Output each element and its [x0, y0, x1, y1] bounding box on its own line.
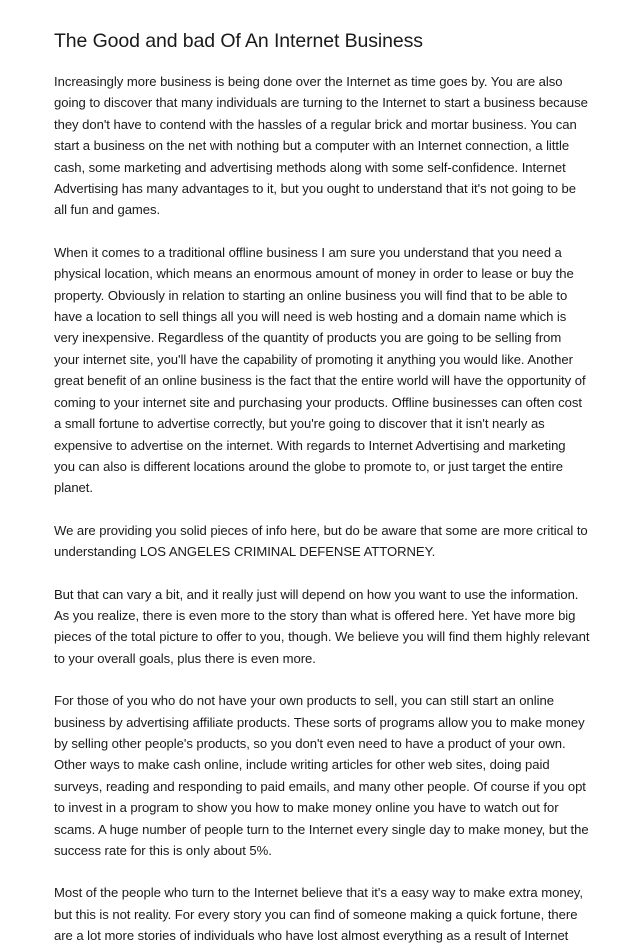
paragraph-vary: But that can vary a bit, and it really just will depend on how you want to use the information. As you realize, there is even more to the story than what is offered here. Yet have more big pieces of the total picture to offer to you, though. We believe you will find them highly relevant to your overall goals, plus there is even more. [54, 586, 590, 666]
paragraph-offline-vs-online: When it comes to a traditional offline business I am sure you understand that you need a physical location, which means an enormous amount of money in order to lease or buy the property. Obviously in relation to starting an online business you will find that to be able to have a location to sell things all you will need is web hosting and a domain name which is very inexpensive. Regardless of the quantity of products you are going to be selling from your internet site, you'll have the capability of promoting it anything you would like. Another great benefit of an online business is the fact that the entire world will have the opportunity of coming to your internet site and purchasing your products. Offline businesses can often cost a small fortune to advertise correctly, but you're going to discover that it isn't nearly as expensive to advertise on the internet. With regards to Internet Advertising and marketing you can also is different locations around the globe to promote to, or just target the entire planet. [54, 244, 586, 496]
page-title: The Good and bad Of An Internet Business [54, 30, 423, 52]
paragraph-intro: Increasingly more business is being done over the Internet as time goes by. You are also going to discover that many individuals are turning to the Internet to start a business because they don't have to contend with the hassles of a regular brick and mortar business. You can start a business on the net with nothing but a computer with an Internet connection, a little cash, some marketing and advertising methods along with some self-confidence. Internet Advertising has many advantages to it, but you ought to understand that it's not going to be all fun and games. [54, 74, 588, 218]
paragraph-affiliate: For those of you who do not have your own products to sell, you can still start an online business by advertising affiliate products. These sorts of programs allow you to make money by selling other people's products, so you don't even need to have a product of your own. Other ways to make cash online, include writing articles for other web sites, doing paid surveys, reading and responding to paid emails, and many other people. Of course if you opt to invest in a program to show you how to make money online you have to watch out for scams. A huge number of people turn to the Internet every single day to make money, but the success rate for this is only about 5%. [54, 693, 589, 858]
paragraph-reality: Most of the people who turn to the Internet believe that it's a easy way to make extra money, but this is not reality. For every story you can find of someone making a quick fortune, there are a lot more stories of individuals who have lost almost everything as a result of Internet [54, 885, 583, 944]
paragraph-info-note: We are providing you solid pieces of info here, but do be aware that some are more critical to understanding LOS ANGELES CRIMINAL DEFENSE ATTORNEY. [54, 522, 588, 560]
